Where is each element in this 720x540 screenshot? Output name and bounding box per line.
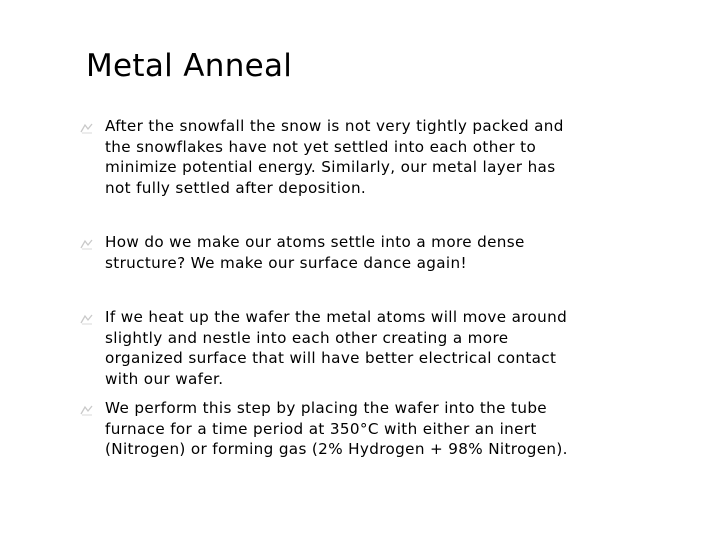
- slide-title: Metal Anneal: [86, 48, 293, 84]
- bullet-icon: [80, 120, 94, 132]
- list-item: [80, 398, 580, 460]
- list-item: [80, 232, 580, 273]
- bullet-text: How do we make our atoms settle into a more dense structure? We make our surface dance again!: [105, 233, 525, 272]
- list-item: [80, 307, 580, 389]
- list-item: [80, 116, 580, 198]
- bullet-icon: [80, 236, 94, 248]
- bullet-icon: [80, 402, 94, 414]
- bullet-text: If we heat up the wafer the metal atoms will move around slightly and nestle into each other creating a more organized surface that will have better electrical contact with our wafer.: [105, 308, 568, 388]
- bullet-text: After the snowfall the snow is not very tightly packed and the snowflakes have not yet settled into each other to minimize potential energy. Similarly, our metal layer has not fully settled after deposition.: [105, 117, 564, 197]
- bullet-text: We perform this step by placing the wafer into the tube furnace for a time period at 350°C with either an inert (Nitrogen) or forming gas (2% Hydrogen + 98% Nitrogen).: [105, 399, 568, 458]
- bullet-icon: [80, 311, 94, 323]
